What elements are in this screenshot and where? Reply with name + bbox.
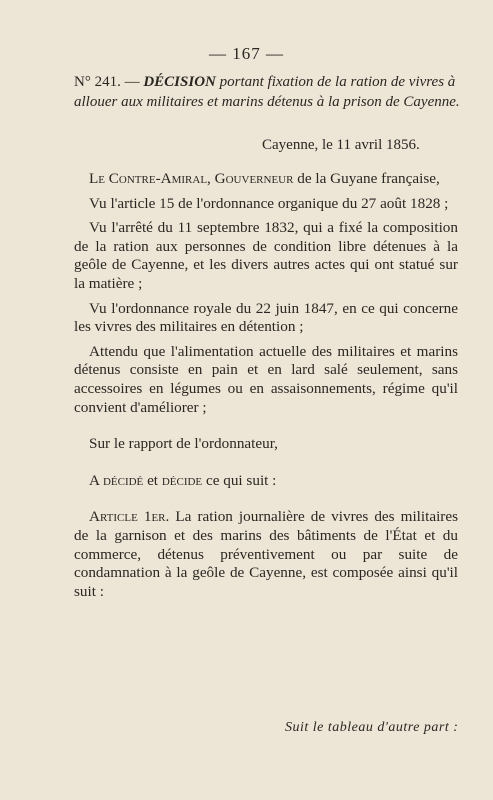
paragraph-preamble: Le Contre-Amiral, Gouverneur de la Guyane française, — [89, 170, 440, 187]
decision-number: N° 241. — [74, 74, 121, 90]
decision-body — [74, 170, 458, 607]
article-label: Article 1er. — [89, 508, 170, 526]
paragraph-vu-3: Vu l'ordonnance royale du 22 juin 1847, en ce qui concerne les vivres des militaires en détention ; — [74, 299, 458, 336]
decision-date: Cayenne, le 11 avril 1856. — [262, 137, 420, 153]
paragraph-attendu: Attendu que l'alimentation actuelle des militaires et marins détenus consiste en pain et en lard salé seulement, sans accessoires en légumes ou en assaisonnements, régime qu'il convient d'améliorer ; — [74, 342, 458, 416]
decision-title: portant fixation de la ration de vivres à allouer aux militaires et marins détenus à la prison de Cayenne. — [74, 74, 460, 110]
header-dash: — — [124, 74, 140, 90]
continuation-note: Suit le tableau d'autre part : — [285, 720, 459, 735]
paragraph-decide: A décidé et décide ce qui suit : — [89, 471, 277, 489]
paragraph-vu-1: Vu l'article 15 de l'ordonnance organique du 27 août 1828 ; — [89, 194, 449, 212]
paragraph-article-1: Article 1er. La ration journalière de vivres des militaires de la garnison et des marins des bâtiments de l'État et du commerce, détenus préventivement ou par suite de condamnation à la geôle de Cayenne, est composée ainsi qu'il suit : — [74, 508, 459, 600]
decision-header — [74, 72, 464, 112]
decision-title-lead: DÉCISION — [143, 74, 216, 90]
page-number: — 167 — — [209, 44, 284, 63]
paragraph-rapport: Sur le rapport de l'ordonnateur, — [89, 435, 278, 453]
governor-title: Le Contre-Amiral, Gouverneur — [89, 170, 294, 187]
paragraph-vu-2: Vu l'arrêté du 11 septembre 1832, qui a fixé la composition de la ration aux personnes de condition libre détenues à la geôle de Cayenne, et les divers autres actes qui ont statué sur la matière ; — [74, 219, 458, 292]
